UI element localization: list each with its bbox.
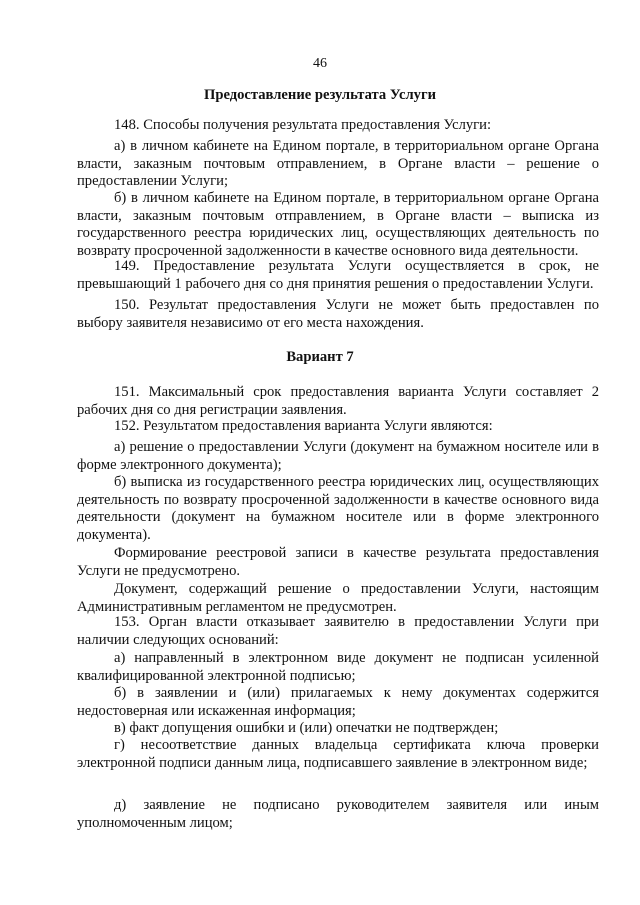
paragraph-148-a: а) в личном кабинете на Едином портале, в территориальном органе Органа власти, заказным почтовым отправлением, в Органе власти – решение о предоставлении Услуги; (77, 138, 599, 190)
paragraph-152-a: а) решение о предоставлении Услуги (документ на бумажном носителе или в форме электронного документа); (77, 439, 599, 473)
paragraph-153-b: б) в заявлении и (или) прилагаемых к нему документах содержится недостоверная или искаженная информация; (77, 685, 599, 719)
paragraph-decision-document: Документ, содержащий решение о предоставлении Услуги, настоящим Административным регламентом не предусмотрен. (77, 581, 599, 615)
paragraph-151: 151. Максимальный срок предоставления варианта Услуги составляет 2 рабочих дня со дня регистрации заявления. (77, 384, 599, 418)
paragraph-153-d: г) несоответствие данных владельца сертификата ключа проверки электронной подписи данным лица, подписавшего заявление в электронном виде; (77, 737, 599, 771)
paragraph-152-b: б) выписка из государственного реестра юридических лиц, осуществляющих деятельность по возврату просроченной задолженности в качестве основного вида деятельности (документ на бумажном носителе или в форме электронного документа). (77, 474, 599, 543)
paragraph-153-e: д) заявление не подписано руководителем заявителя или иным уполномоченным лицом; (77, 797, 599, 831)
paragraph-registry-record: Формирование реестровой записи в качестве результата предоставления Услуги не предусмотрено. (77, 545, 599, 579)
variant-heading: Вариант 7 (286, 349, 354, 365)
paragraph-152: 152. Результатом предоставления варианта Услуги являются: (114, 418, 493, 434)
paragraph-149: 149. Предоставление результата Услуги осуществляется в срок, не превышающий 1 рабочего дня со дня принятия решения о предоставлении Услуги. (77, 258, 599, 292)
page-number: 46 (313, 56, 327, 71)
paragraph-148: 148. Способы получения результата предоставления Услуги: (114, 117, 492, 133)
paragraph-153: 153. Орган власти отказывает заявителю в предоставлении Услуги при наличии следующих оснований: (77, 614, 599, 648)
paragraph-148-b: б) в личном кабинете на Едином портале, в территориальном органе Органа власти, заказным почтовым отправлением, в Органе власти – выписка из государственного реестра юридических лиц, осуществляющих деятельность по возврату просроченной задолженности в качестве основного вида деятельности. (77, 190, 599, 259)
section-heading: Предоставление результата Услуги (204, 87, 436, 103)
paragraph-153-a: а) направленный в электронном виде документ не подписан усиленной квалифицированной электронной подписью; (77, 650, 599, 684)
paragraph-153-c: в) факт допущения ошибки и (или) опечатки не подтвержден; (114, 720, 499, 736)
paragraph-150: 150. Результат предоставления Услуги не может быть предоставлен по выбору заявителя независимо от его места нахождения. (77, 297, 599, 331)
